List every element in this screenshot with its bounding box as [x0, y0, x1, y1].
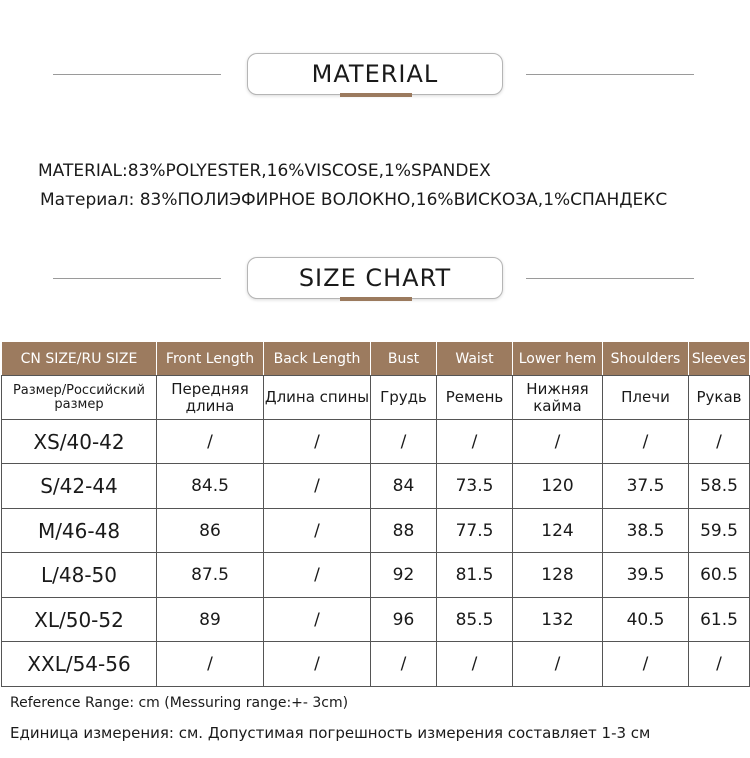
measurement-cell: 37.5 — [603, 464, 689, 509]
measurement-cell: / — [689, 419, 750, 464]
measurement-cell: 85.5 — [437, 597, 513, 642]
size-cell: XXL/54-56 — [2, 642, 157, 687]
header-cell: Waist — [437, 342, 513, 376]
measurement-cell: / — [264, 553, 371, 598]
header-cell: Sleeves — [689, 342, 750, 376]
measurement-cell: / — [437, 419, 513, 464]
table-row — [2, 642, 750, 687]
measurement-cell: / — [264, 419, 371, 464]
title-underline — [340, 93, 412, 97]
header-cell: Lower hem — [513, 342, 603, 376]
measurement-cell: / — [513, 419, 603, 464]
measurement-cell: 84.5 — [157, 464, 264, 509]
measurement-cell: 84 — [371, 464, 437, 509]
material-en — [38, 161, 491, 181]
measurement-cell: 39.5 — [603, 553, 689, 598]
header-cell: Bust — [371, 342, 437, 376]
header-cell-ru: Передняя длина — [157, 376, 264, 420]
measurement-cell: 59.5 — [689, 508, 750, 553]
measurement-cell: 58.5 — [689, 464, 750, 509]
header-row-ru — [2, 376, 750, 420]
measurement-cell: 92 — [371, 553, 437, 598]
measurement-cell: / — [264, 508, 371, 553]
size-cell: S/42-44 — [2, 464, 157, 509]
measurement-cell: / — [264, 464, 371, 509]
table-row — [2, 464, 750, 509]
measurement-cell: / — [437, 642, 513, 687]
size-cell: L/48-50 — [2, 553, 157, 598]
divider-left — [53, 278, 221, 279]
size-cell: M/46-48 — [2, 508, 157, 553]
measurement-cell: / — [603, 642, 689, 687]
measurement-cell: / — [264, 642, 371, 687]
material-en-label: MATERIAL: — [38, 161, 128, 181]
reference-range-ru: Единица измерения: см. Допустимая погрешность измерения составляет 1-3 см — [10, 724, 651, 742]
measurement-cell: / — [157, 419, 264, 464]
table-row — [2, 553, 750, 598]
size-cell: XS/40-42 — [2, 419, 157, 464]
header-cell: Shoulders — [603, 342, 689, 376]
header-cell: Back Length — [264, 342, 371, 376]
table-row — [2, 419, 750, 464]
material-ru — [40, 190, 667, 210]
title-underline — [340, 297, 412, 301]
material-title-box — [247, 53, 503, 95]
size-cell: XL/50-52 — [2, 597, 157, 642]
measurement-cell: / — [689, 642, 750, 687]
header-cell-ru: Длина спины — [264, 376, 371, 420]
measurement-cell: 132 — [513, 597, 603, 642]
material-title: MATERIAL — [311, 60, 439, 88]
measurement-cell: 81.5 — [437, 553, 513, 598]
header-cell-ru: Нижняя кайма — [513, 376, 603, 420]
measurement-cell: / — [371, 642, 437, 687]
header-cell-ru: Плечи — [603, 376, 689, 420]
material-ru-label: Материал: — [40, 190, 135, 210]
table-row — [2, 508, 750, 553]
header-cell-ru: Рукав — [689, 376, 750, 420]
divider-right — [526, 278, 694, 279]
header-row-en — [2, 342, 750, 376]
measurement-cell: 61.5 — [689, 597, 750, 642]
measurement-cell: 38.5 — [603, 508, 689, 553]
measurement-cell: 89 — [157, 597, 264, 642]
header-cell: CN SIZE/RU SIZE — [2, 342, 157, 376]
measurement-cell: 88 — [371, 508, 437, 553]
size-chart-title: SIZE CHART — [298, 264, 452, 292]
measurement-cell: 60.5 — [689, 553, 750, 598]
header-cell-ru: Грудь — [371, 376, 437, 420]
measurement-cell: / — [371, 419, 437, 464]
measurement-cell: / — [264, 597, 371, 642]
measurement-cell: 40.5 — [603, 597, 689, 642]
header-cell-ru: Размер/Российский размер — [2, 376, 157, 420]
divider-right — [526, 74, 694, 75]
measurement-cell: 96 — [371, 597, 437, 642]
material-ru-value: 83%ПОЛИЭФИРНОЕ ВОЛОКНО,16%ВИСКОЗА,1%СПАНДЕКС — [139, 190, 668, 210]
measurement-cell: 124 — [513, 508, 603, 553]
measurement-cell: 87.5 — [157, 553, 264, 598]
table-row — [2, 597, 750, 642]
measurement-cell: 86 — [157, 508, 264, 553]
measurement-cell: / — [603, 419, 689, 464]
measurement-cell: / — [157, 642, 264, 687]
measurement-cell: / — [513, 642, 603, 687]
header-cell: Front Length — [157, 342, 264, 376]
divider-left — [53, 74, 221, 75]
reference-range-en: Reference Range: cm (Messuring range:+- 3cm) — [10, 695, 349, 711]
measurement-cell: 120 — [513, 464, 603, 509]
measurement-cell: 77.5 — [437, 508, 513, 553]
header-cell-ru: Ремень — [437, 376, 513, 420]
measurement-cell: 128 — [513, 553, 603, 598]
size-chart-title-box — [247, 257, 503, 299]
size-table — [1, 341, 750, 687]
measurement-cell: 73.5 — [437, 464, 513, 509]
material-en-value: 83%POLYESTER,16%VISCOSE,1%SPANDEX — [127, 161, 491, 181]
